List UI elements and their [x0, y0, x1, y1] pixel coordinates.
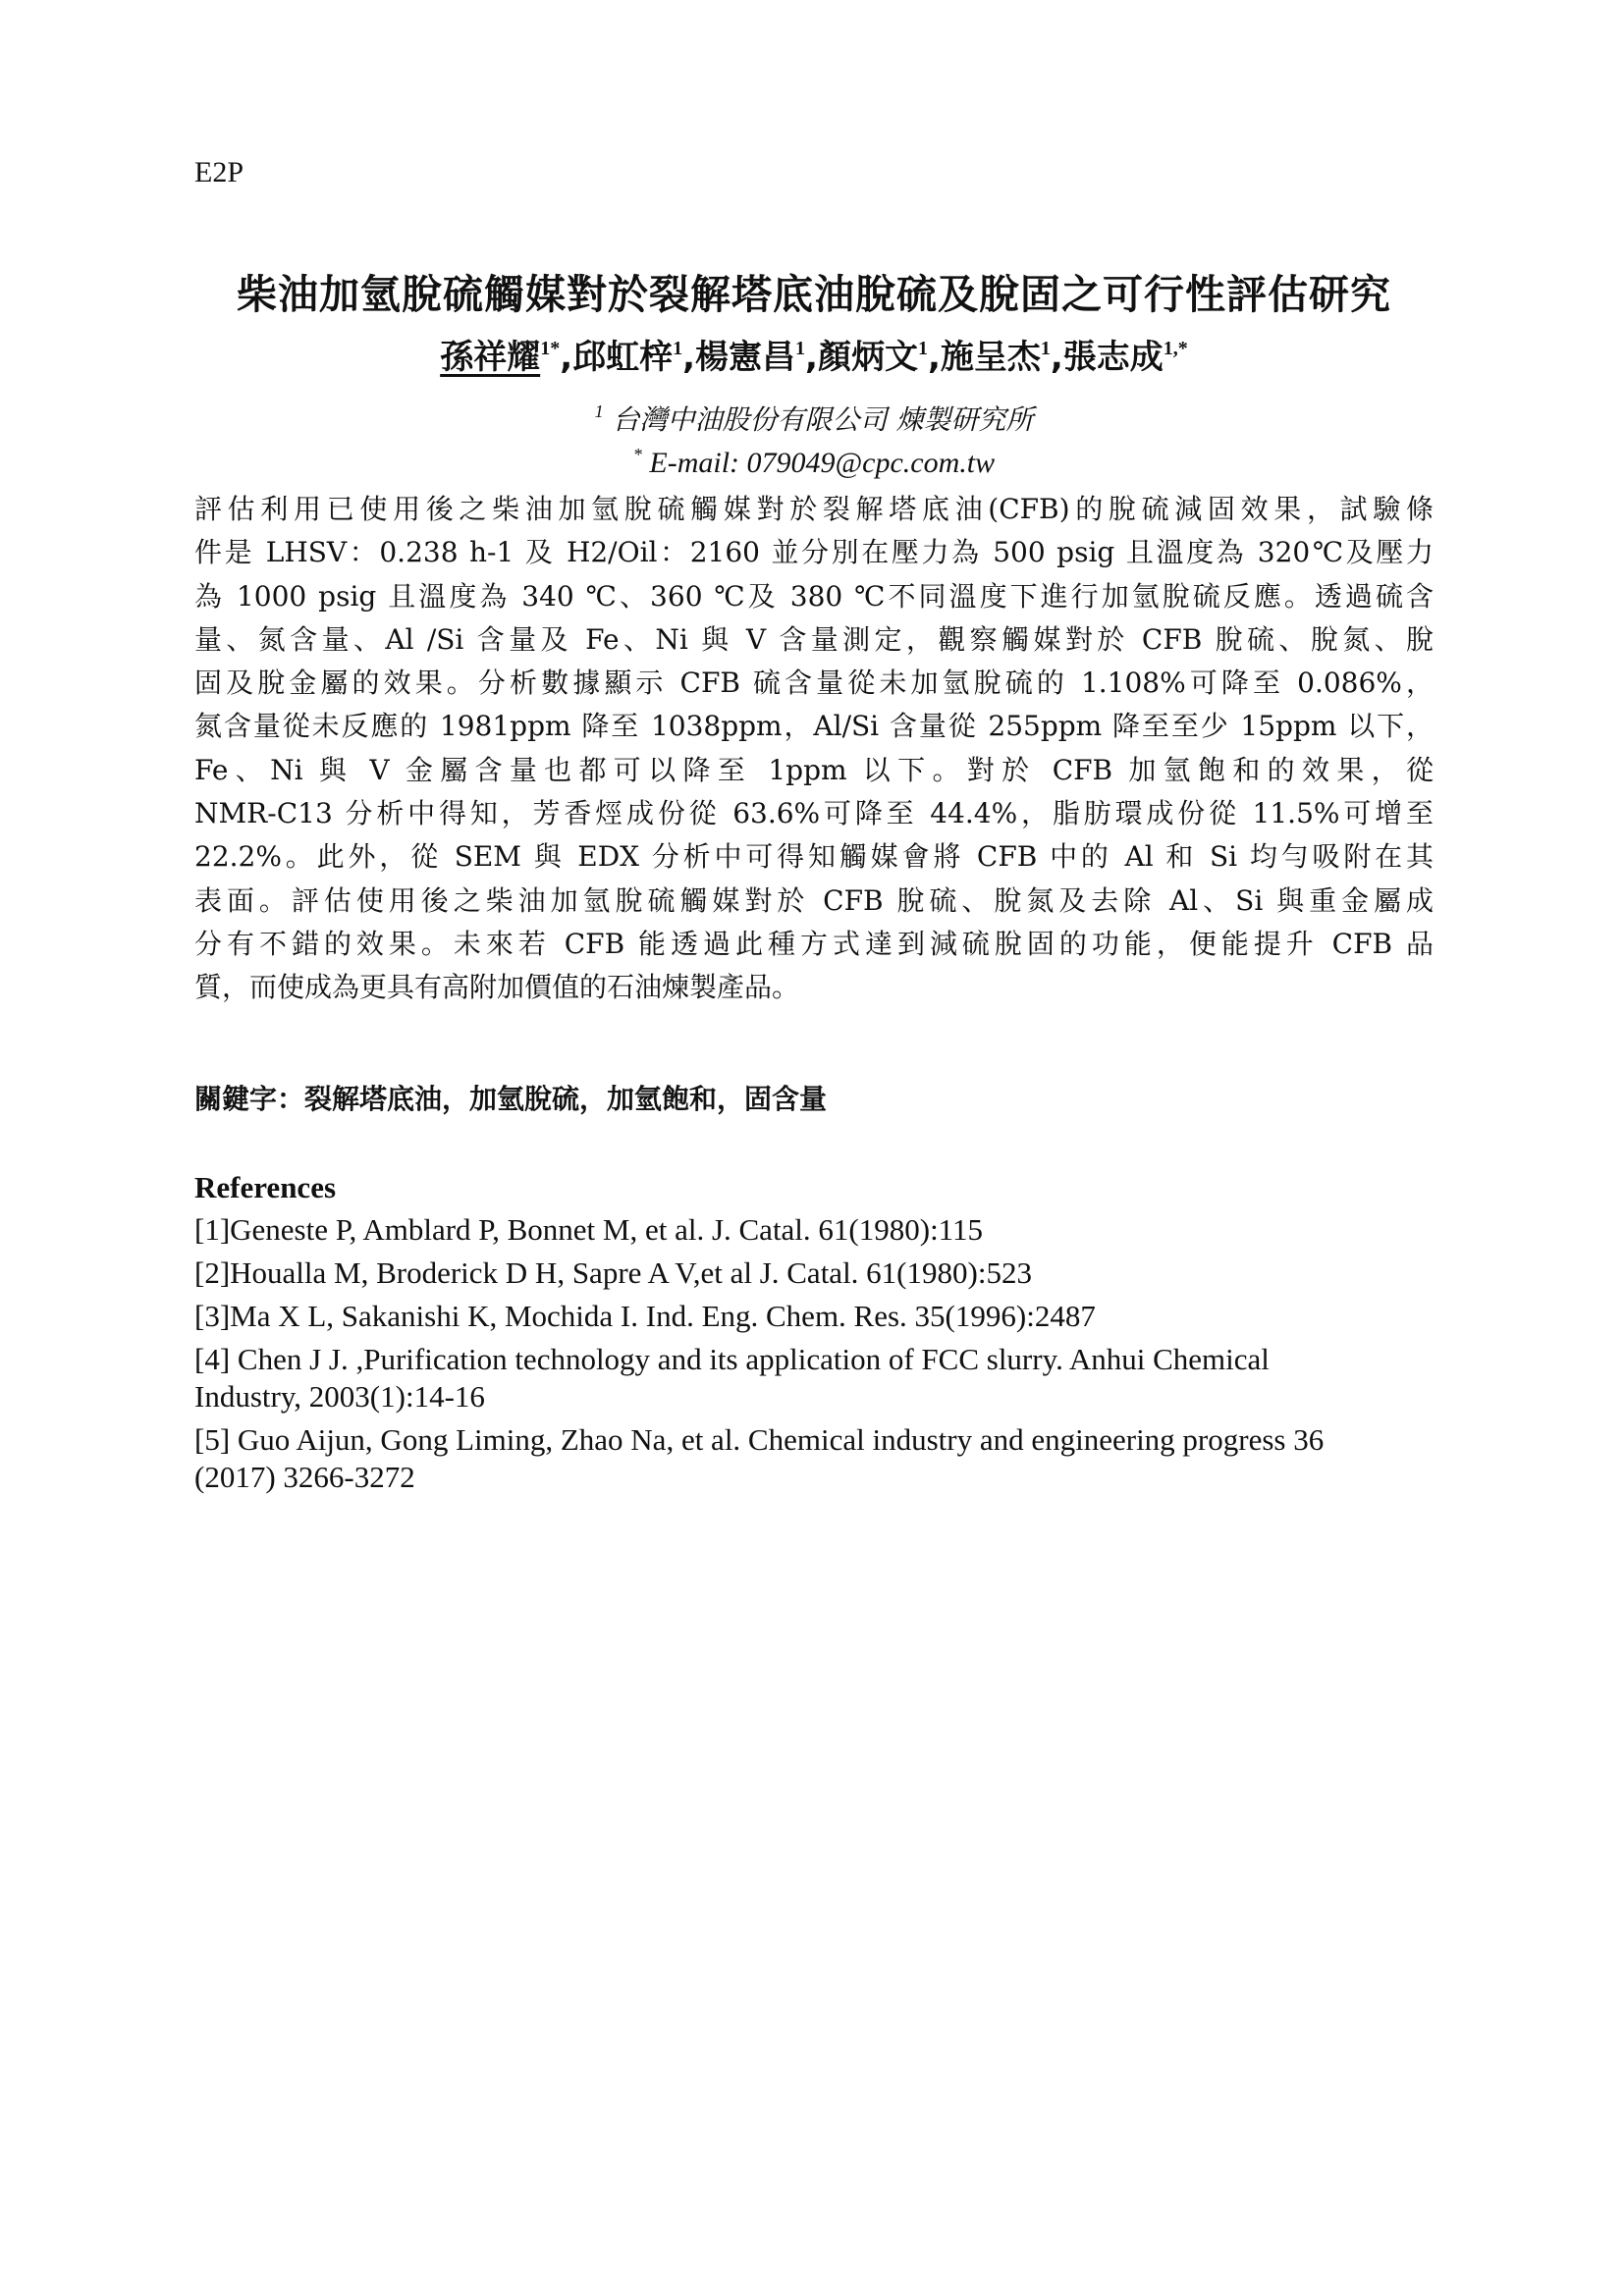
- reference-line: [5] Guo Aijun, Gong Liming, Zhao Na, et al. Chemical industry and engineering progress 36: [194, 1422, 1325, 1457]
- reference-line: [3]Ma X L, Sakanishi K, Mochida I. Ind. Eng. Chem. Res. 35(1996):2487: [194, 1299, 1096, 1333]
- author-separator: ,: [682, 338, 696, 377]
- abstract-line: 量、氮含量、Al /Si 含量及 Fe、Ni 與 V 含量測定，觀察觸媒對於 CFB 脫硫、脫氮、脫: [194, 622, 1434, 656]
- author-name: 顏炳文: [817, 338, 918, 377]
- abstract-line: 氮含量從未反應的 1981ppm 降至 1038ppm，Al/Si 含量從 255ppm 降至至少 15ppm 以下，: [194, 710, 1434, 743]
- references: [194, 1168, 1434, 1502]
- reference-line: [4] Chen J J. ,Purification technology and its application of FCC slurry. Anhui Chemical: [194, 1342, 1270, 1376]
- abstract-line: NMR-C13 分析中得知，芳香烴成份從 63.6%可降至 44.4%，脂肪環成份從 11.5%可增至: [194, 797, 1434, 830]
- author-list: [194, 334, 1434, 381]
- reference-item: [194, 1211, 1434, 1249]
- author-mark: 1: [1040, 338, 1051, 359]
- author-name: 孫祥耀: [440, 338, 541, 377]
- reference-line: [2]Houalla M, Broderick D H, Sapre A V,et al J. Catal. 61(1980):523: [194, 1255, 1032, 1290]
- abstract-line: 評估利用已使用後之柴油加氫脫硫觸媒對於裂解塔底油(CFB)的脫硫減固效果，試驗條: [194, 493, 1434, 525]
- author-mark: 1: [673, 338, 683, 359]
- reference-line: [1]Geneste P, Amblard P, Bonnet M, et al. J. Catal. 61(1980):115: [194, 1212, 984, 1247]
- email-text: E-mail: 079049@cpc.com.tw: [649, 447, 996, 479]
- paper-code: E2P: [194, 156, 244, 188]
- keywords-label: 關鍵字：: [194, 1083, 305, 1115]
- reference-line: Industry, 2003(1):14-16: [194, 1379, 485, 1414]
- author-separator: ,: [927, 338, 941, 377]
- abstract-line: 質，而使成為更具有高附加價值的石油煉製產品。: [194, 971, 800, 1004]
- author-name: 施呈杰: [940, 338, 1041, 377]
- author-name: 邱虹梓: [572, 338, 674, 377]
- paper-title: 柴油加氫脫硫觸媒對於裂解塔底油脫硫及脫固之可行性評估研究: [237, 271, 1391, 318]
- email: [194, 444, 1434, 483]
- author-separator: ,: [560, 338, 573, 377]
- affiliation-mark: 1: [594, 401, 604, 421]
- reference-item: [194, 1421, 1434, 1496]
- reference-line: (2017) 3266-3272: [194, 1460, 415, 1494]
- affiliation: [194, 400, 1434, 440]
- reference-item: [194, 1341, 1434, 1415]
- author-separator: ,: [1050, 338, 1063, 377]
- author-name: 楊憲昌: [695, 338, 796, 377]
- email-mark: *: [632, 445, 642, 464]
- abstract-line: 為 1000 psig 且溫度為 340 ℃、360 ℃及 380 ℃不同溫度下進行加氫脫硫反應。透過硫含: [194, 579, 1434, 613]
- keywords-text: 裂解塔底油，加氫脫硫，加氫飽和，固含量: [304, 1083, 828, 1115]
- author-mark: 1,*: [1163, 338, 1188, 359]
- author-mark: 1: [795, 338, 806, 359]
- author-mark: 1: [917, 338, 928, 359]
- author-mark: 1*: [540, 338, 561, 359]
- reference-item: [194, 1255, 1434, 1292]
- author-name: 張志成: [1062, 338, 1164, 377]
- abstract-line: 22.2%。此外，從 SEM 與 EDX 分析中可得知觸媒會將 CFB 中的 Al 和 Si 均勻吸附在其: [194, 840, 1434, 874]
- affiliation-text: 台灣中油股份有限公司 煉製研究所: [612, 403, 1034, 436]
- keywords: [194, 1080, 827, 1119]
- abstract-line: 件是 LHSV：0.238 h-1 及 H2/Oil：2160 並分別在壓力為 500 psig 且溫度為 320℃及壓力: [194, 536, 1434, 569]
- abstract: [194, 488, 1434, 1010]
- author-separator: ,: [805, 338, 818, 377]
- abstract-line: Fe、Ni 與 V 金屬含量也都可以降至 1ppm 以下。對於 CFB 加氫飽和的效果，從: [194, 753, 1434, 786]
- references-heading: References: [194, 1170, 337, 1204]
- abstract-line: 固及脫金屬的效果。分析數據顯示 CFB 硫含量從未加氫脫硫的 1.108%可降至 0.086%，: [194, 667, 1434, 700]
- abstract-line: 表面。評估使用後之柴油加氫脫硫觸媒對於 CFB 脫硫、脫氮及去除 Al、Si 與重金屬成: [194, 883, 1434, 917]
- reference-item: [194, 1298, 1434, 1335]
- abstract-line: 分有不錯的效果。未來若 CFB 能透過此種方式達到減硫脫固的功能，便能提升 CFB 品: [194, 927, 1434, 960]
